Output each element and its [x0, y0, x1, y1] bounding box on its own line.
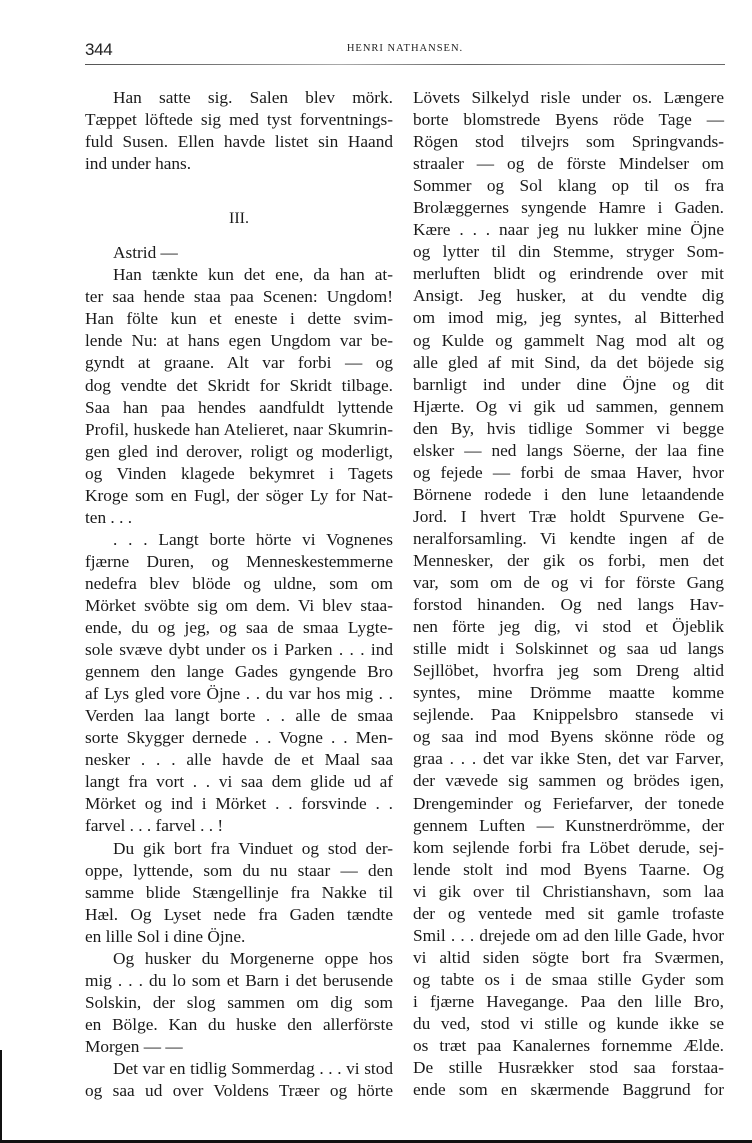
text-line: Du gik bort fra Vinduet og stod der-	[113, 838, 393, 858]
text-line: vi gik over til Christianshavn, som laa	[413, 881, 724, 901]
text-line: Sommer og Sol klang op til os fra	[413, 176, 724, 196]
text-line: borte blomstrede Byens röde Tage —	[413, 110, 724, 130]
text-line: Ansigt. Jeg husker, at du vendte dig	[413, 286, 724, 306]
text-line: om imod mig, jeg syntes, al Bitterhed	[413, 308, 724, 328]
text-line: syntes, mine Drömme maatte komme	[413, 683, 724, 703]
text-line: Rögen stod tilvejrs som Springvands-	[413, 132, 724, 152]
text-line: du ved, stod vi stille og kunde ikke se	[413, 1013, 724, 1033]
text-line: kom sejlende forbi fra Löbet derude, sej-	[413, 837, 724, 857]
text-line: Lövets Silkelyd risle under os. Længere	[413, 88, 724, 107]
text-line: os træt paa Kanalernes fornemme Ælde.	[413, 1036, 724, 1056]
running-title: HENRI NATHANSEN.	[346, 43, 464, 54]
text-line: . . . Langt borte hörte vi Vognenes	[113, 529, 393, 549]
text-line: Mörket svöbte sig om dem. Vi blev staa-	[85, 595, 393, 615]
text-line: en lille Sol i dine Öjne.	[85, 926, 246, 946]
text-line: gennem den lange Gades gyngende Bro	[85, 662, 393, 682]
text-line: Brolæggernes syngende Hamre i Gaden.	[413, 198, 724, 218]
text-line: fjærne Duren, og Menneskestemmerne	[85, 551, 393, 571]
spacer	[85, 175, 393, 208]
text-line: og saa ind mod Byens skönne röde og	[413, 727, 724, 747]
text-line: og tabte os i de smaa stille Gyder som	[413, 969, 724, 989]
paragraph	[85, 948, 393, 1058]
text-line: elsker — ned langs Söerne, der laa fine	[413, 440, 724, 460]
text-line: af Lys gled vore Öjne . . du var hos mig . .	[85, 684, 393, 704]
left-column	[85, 87, 393, 1102]
text-line: Mörket og ind i Mörket . . forsvinde . .	[85, 794, 393, 814]
text-line: ter saa hende staa paa Scenen: Ungdom!	[85, 287, 393, 307]
text-line: den By, hvis tidlige Sommer vi begge	[413, 418, 724, 438]
text-line: langt fra vort . . vi saa dem glide ud af	[85, 772, 393, 792]
text-line: nesker . . . alle havde de et Maal saa	[85, 750, 393, 770]
text-line: farvel . . . farvel . . !	[85, 816, 224, 836]
text-line: Drengeminder og Feriefarver, der tonede	[413, 793, 724, 813]
text-line: og lytter til din Stemme, stryger Som-	[413, 242, 724, 262]
text-line: og fejede — forbi de smaa Haver, hvor	[413, 462, 724, 482]
text-line: Verden laa langt borte . . alle de smaa	[85, 706, 393, 726]
text-line: i fjærne Havegange. Paa den lille Bro,	[413, 991, 724, 1011]
paragraph	[85, 1058, 393, 1102]
text-line: Saa han paa hendes aandfuldt lyttende	[85, 397, 393, 417]
text-line: dog vendte det Skridt for Skridt tilbage.	[85, 375, 393, 395]
text-line: stille midt i Solskinnet og saa ud langs	[413, 639, 724, 659]
text-line: alle gled af mit Sind, da det böjede sig	[413, 352, 724, 372]
spacer	[85, 230, 393, 242]
text-line: og Vinden klagede bekymret i Tagets	[85, 463, 393, 483]
text-line: var, som om de og vi for förste Gang	[413, 573, 724, 593]
paragraph	[85, 529, 393, 838]
paragraph	[85, 264, 393, 529]
text-line: gennem Luften — Kunstnerdrömme, der	[413, 815, 724, 835]
text-line: lende Nu: at hans egen Ungdom var be-	[85, 331, 393, 351]
text-line: Mennesker, der gik os forbi, men det	[413, 550, 724, 570]
paragraph	[85, 87, 393, 175]
text-line: sorte Skygger dernede . . Vogne . . Men-	[85, 728, 393, 748]
text-line: Hjærte. Og vi gik ud sammen, gennem	[413, 396, 724, 416]
text-line: De stille Husrækker stod saa forstaa-	[413, 1058, 724, 1078]
text-line: ende som en skærmende Baggrund for	[413, 1080, 724, 1100]
header-rule	[85, 64, 725, 65]
text-line: neralforsamling. Vi kendte ingen af de	[413, 528, 724, 548]
text-line: mig . . . du lo som et Barn i det berusende	[85, 970, 393, 990]
text-line: oppe, lyttende, som du nu staar — den	[85, 860, 393, 880]
text-line: forstod hinanden. Og ned langs Hav-	[413, 595, 724, 615]
text-line: lende stolt ind mod Byens Taarne. Og	[413, 859, 724, 879]
text-line: Smil . . . drejede om ad den lille Gade, hvor	[413, 925, 724, 945]
text-line: Tæppet löftede sig med tyst forventnings-	[85, 110, 393, 130]
section-heading: III.	[229, 210, 249, 228]
text-line: Börnene rodede i den lune letaandende	[413, 484, 724, 504]
text-line: graa . . . det var ikke Sten, det var Farver,	[413, 749, 724, 769]
text-line: straaler — og de förste Mindelser om	[413, 154, 724, 174]
text-line: nen förte jeg dig, vi stod et Öjeblik	[413, 617, 724, 637]
text-line: sole svæve dybt under os i Parken . . . ind	[85, 640, 393, 660]
page-edge-left	[0, 1050, 2, 1143]
text-line: og Kulde og gammelt Nag mod alt og	[413, 330, 724, 350]
text-line: merluften blidt og erindrende over mit	[413, 264, 724, 284]
text-line: barnligt ind under dine Öjne og dit	[413, 374, 724, 394]
paragraph	[85, 838, 393, 948]
running-head	[85, 40, 725, 62]
text-line: Solskin, der slog sammen om dig som	[85, 992, 393, 1012]
text-line: Jord. I hvert Træ holdt Spurvene Ge-	[413, 506, 724, 526]
text-line: ind under hans.	[85, 154, 192, 174]
text-line: sejlende. Paa Knippelsbro stansede vi	[413, 705, 724, 725]
text-line: Det var en tidlig Sommerdag . . . vi stod	[113, 1058, 393, 1078]
text-line: Astrid —	[113, 243, 178, 263]
text-line: Han tænkte kun det ene, da han at-	[113, 265, 393, 285]
text-line: ende, du og jeg, og saa de smaa Lygte-	[85, 618, 393, 638]
text-line: Morgen — —	[85, 1036, 183, 1056]
text-line: Sejllöbet, hvorfra jeg som Dreng altid	[413, 661, 724, 681]
text-line: nedefra blev blöde og uldne, som om	[85, 573, 393, 593]
text-line: gen gled ind derover, roligt og moderligt,	[85, 441, 393, 461]
text-line: og saa ud over Voldens Træer og hörte	[85, 1081, 393, 1101]
page-number: 344	[85, 40, 113, 59]
text-line: der vævede sig sammen og brödes igen,	[413, 771, 724, 791]
text-line: Hæl. Og Lyset nede fra Gaden tændte	[85, 904, 393, 924]
text-line: samme blide Stængellinje fra Nakke til	[85, 882, 393, 902]
text-line: en Bölge. Kan du huske den allerförste	[85, 1014, 393, 1034]
text-line: Kroge som en Fugl, der söger Ly for Nat-	[85, 485, 393, 505]
text-line: gyndt at graane. Alt var forbi — og	[85, 353, 393, 373]
paragraph	[85, 242, 393, 264]
right-column	[413, 87, 724, 1101]
text-line: Han fölte kun et eneste i dette svim-	[85, 309, 393, 329]
text-line: vi altid siden sögte bort fra Sværmen,	[413, 947, 724, 967]
text-line: Kære . . . naar jeg nu lukker mine Öjne	[413, 220, 724, 240]
text-line: Profil, huskede han Atelieret, naar Skumrin-	[85, 419, 393, 439]
text-line: Og husker du Morgenerne oppe hos	[113, 948, 393, 968]
text-line: Han satte sig. Salen blev mörk.	[113, 88, 393, 107]
text-line: ten . . .	[85, 507, 133, 527]
text-line: der og ventede med sit gamle trofaste	[413, 903, 724, 923]
text-line: fuld Susen. Ellen havde listet sin Haand	[85, 132, 393, 152]
